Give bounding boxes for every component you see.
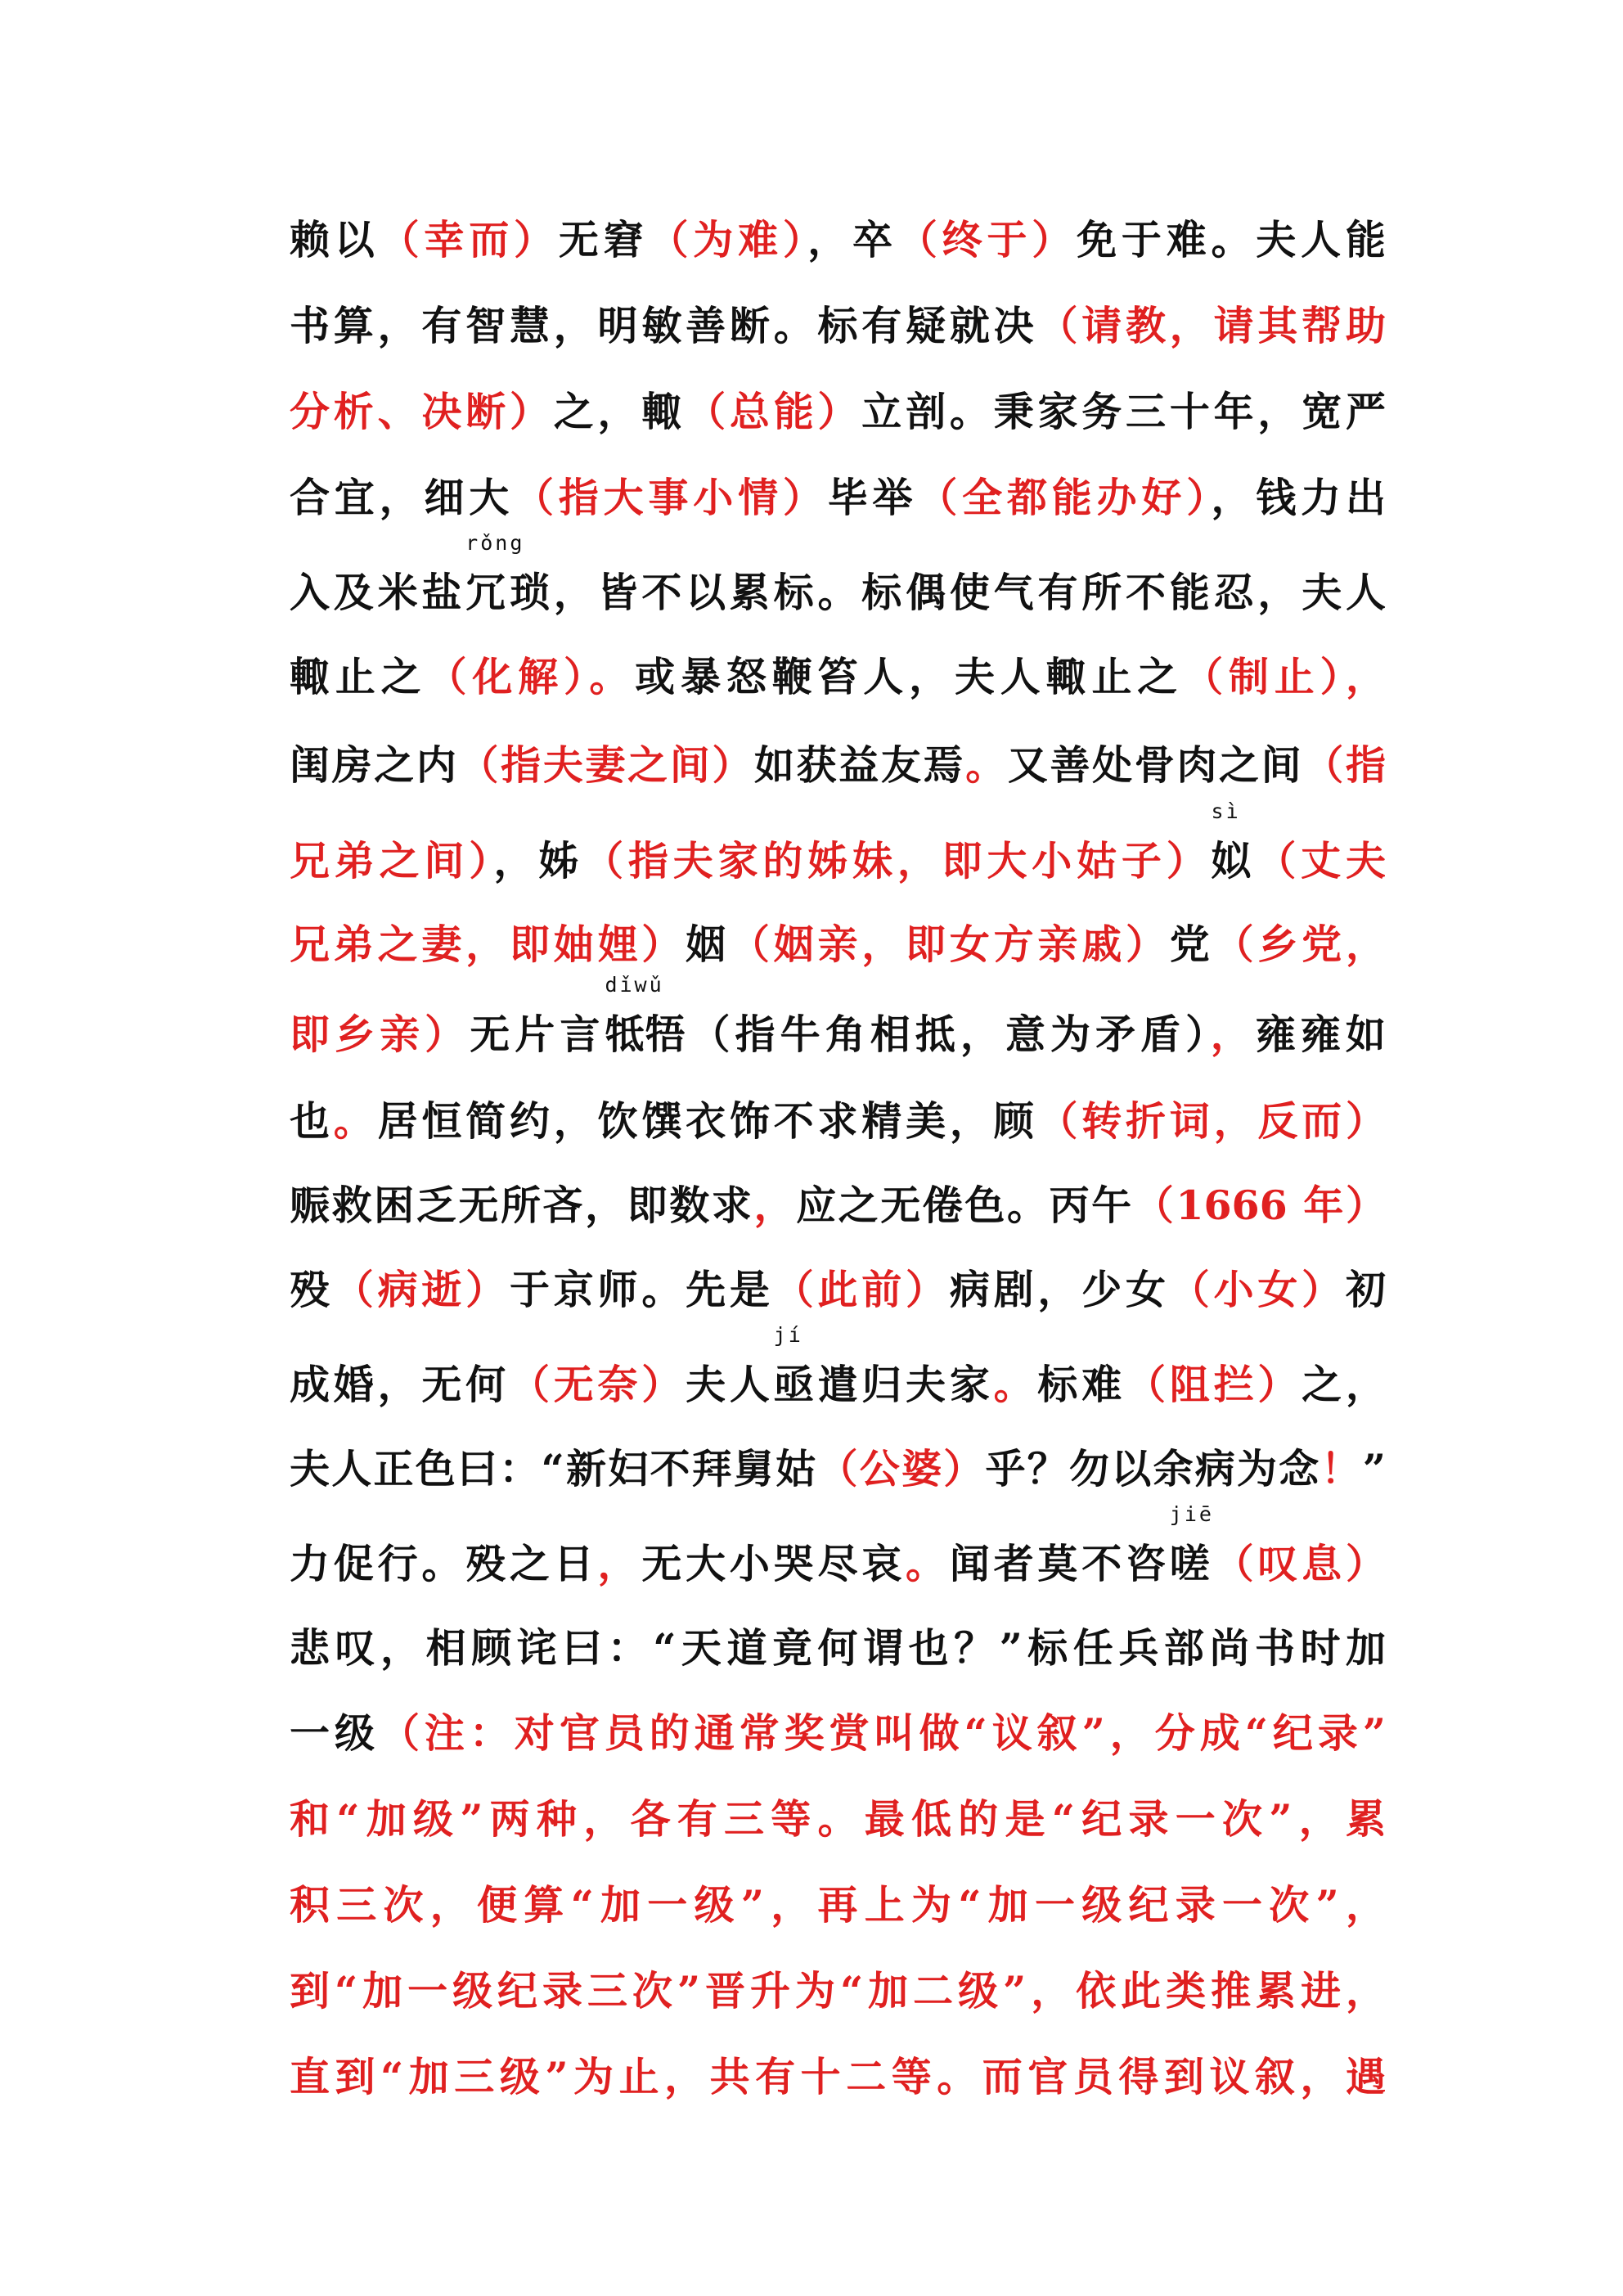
annotation-text: （幸而） bbox=[379, 216, 559, 263]
body-text: 姻 bbox=[686, 921, 730, 968]
annotation-text: （阻拦） bbox=[1126, 1361, 1302, 1408]
text-line bbox=[290, 732, 1386, 798]
body-text: 乎？勿以余病为念 bbox=[985, 1445, 1321, 1492]
body-text: 闺房之内 bbox=[290, 741, 459, 789]
body-text: 闻者莫不咨 bbox=[949, 1540, 1170, 1587]
annotation-text: 到“加一级纪录三次”晋升为“加二级”，依此类推累进， bbox=[290, 1967, 1386, 2015]
annotation-text: （总能） bbox=[686, 388, 862, 435]
annotation-text: （全都能办好） bbox=[917, 474, 1212, 521]
annotation-text: 。 bbox=[906, 1540, 950, 1587]
body-text: 书算，有智慧，明敏善断。标有疑就决 bbox=[290, 302, 1038, 349]
annotated-character bbox=[1169, 1502, 1214, 1596]
body-text: 入及米盐 bbox=[290, 569, 466, 616]
body-text: ，卒 bbox=[807, 216, 897, 263]
body-text: 合宜，细大 bbox=[290, 474, 515, 521]
body-text: 如获益友焉 bbox=[754, 741, 966, 789]
text-line bbox=[290, 912, 1386, 977]
body-text: 又善处骨肉之间 bbox=[1007, 741, 1304, 789]
text-line bbox=[290, 1173, 1386, 1238]
annotation-text: 积三次，便算“加一级”，再上为“加一级纪录一次”， bbox=[290, 1881, 1386, 1929]
annotation-text: （此前） bbox=[773, 1266, 950, 1313]
body-text: 立剖。秉家务三十年，宽严 bbox=[861, 388, 1386, 435]
document-page bbox=[290, 0, 1386, 2296]
annotation-text: （丈夫 bbox=[1251, 837, 1386, 885]
annotation-text: 直到“加三级”为止，共有十二等。而官员得到议叙，遇 bbox=[290, 2053, 1386, 2100]
annotation-text: ！ bbox=[1320, 1445, 1363, 1492]
annotation-text: （制止）， bbox=[1183, 653, 1386, 700]
body-text: 一级 bbox=[290, 1709, 380, 1757]
body-text: 无窘 bbox=[558, 216, 649, 263]
text-line bbox=[290, 1502, 1386, 1596]
annotated-character bbox=[465, 531, 525, 625]
pinyin-annotation: dǐwǔ bbox=[605, 973, 664, 997]
annotation-text: （指大事小情） bbox=[514, 474, 828, 521]
annotation-text: （公婆） bbox=[817, 1445, 986, 1492]
text-line bbox=[290, 799, 1386, 894]
annotation-text: 兄弟之间） bbox=[290, 837, 494, 885]
body-text: ，姊 bbox=[493, 837, 584, 885]
body-text: 标难 bbox=[1037, 1361, 1126, 1408]
annotation-text: 。 bbox=[993, 1361, 1038, 1408]
body-text: 雍雍如 bbox=[1255, 1011, 1386, 1058]
text-line bbox=[290, 1786, 1386, 1852]
text-line bbox=[290, 1088, 1386, 1154]
body-text: ” bbox=[1362, 1445, 1386, 1492]
annotated-character bbox=[773, 1323, 814, 1417]
pinyin-annotation: jiē bbox=[1169, 1502, 1214, 1526]
annotation-text: 。 bbox=[333, 1097, 378, 1145]
text-line bbox=[290, 1615, 1386, 1681]
annotation-text: （叹息） bbox=[1209, 1540, 1386, 1587]
annotation-text: 和“加级”两种，各有三等。最低的是“纪录一次”，累 bbox=[290, 1795, 1386, 1843]
annotation-text: （请教，请其帮助 bbox=[1037, 302, 1386, 349]
text-line bbox=[290, 1958, 1386, 2024]
body-text: 輙止之 bbox=[290, 653, 427, 700]
annotation-text: （指夫妻之间） bbox=[458, 741, 755, 789]
base-character: 亟 bbox=[773, 1361, 814, 1408]
body-text: 悲叹，相顾诧曰：“天道竟何谓也？”标任兵部尚书时加 bbox=[290, 1624, 1386, 1672]
annotation-text: 兄弟之妻，即妯娌） bbox=[290, 921, 686, 968]
base-character: 嗟 bbox=[1169, 1540, 1210, 1587]
body-text: 党 bbox=[1169, 921, 1214, 968]
annotation-text: 分析、决断） bbox=[290, 388, 554, 435]
annotation-text: （1666 年） bbox=[1133, 1182, 1386, 1229]
body-text: 也 bbox=[290, 1097, 334, 1145]
text-line bbox=[290, 1700, 1386, 1766]
body-text: 病剧，少女 bbox=[949, 1266, 1170, 1313]
base-character: 牴牾 bbox=[605, 1011, 686, 1058]
annotation-text: （无奈） bbox=[509, 1361, 686, 1408]
body-text: 居恒简约，饮馔衣饰不求精美，顾 bbox=[377, 1097, 1038, 1145]
body-text: 成婚，无何 bbox=[290, 1361, 510, 1408]
text-line bbox=[290, 973, 1386, 1067]
body-text: 赖以 bbox=[290, 216, 380, 263]
body-text: 赈救困乏无所吝，即数求 bbox=[290, 1182, 754, 1229]
text-line bbox=[290, 531, 1386, 625]
annotation-text: （病逝） bbox=[333, 1266, 510, 1313]
text-line bbox=[290, 293, 1386, 358]
body-text: 初 bbox=[1345, 1266, 1386, 1313]
body-text: 夫人正色曰：“新妇不拜舅姑 bbox=[290, 1445, 818, 1492]
text-line bbox=[290, 1872, 1386, 1938]
pinyin-annotation: jí bbox=[773, 1323, 803, 1347]
body-text: ，钱力出 bbox=[1211, 474, 1386, 521]
body-text: 夫人 bbox=[686, 1361, 774, 1408]
annotation-text: （乡党， bbox=[1213, 921, 1386, 968]
body-text: 殁 bbox=[290, 1266, 334, 1313]
annotation-text: （转折词，反而） bbox=[1037, 1097, 1386, 1145]
body-text: （指牛角相抵，意为矛盾） bbox=[685, 1011, 1211, 1058]
annotation-text: 即乡亲） bbox=[290, 1011, 470, 1058]
text-line bbox=[290, 379, 1386, 444]
body-text: 无片言 bbox=[470, 1011, 605, 1058]
annotation-text: ， bbox=[753, 1182, 797, 1229]
body-text: 琐，皆不以累标。标偶使气有所不能忍，夫人 bbox=[506, 569, 1386, 616]
body-text: 之，輙 bbox=[553, 388, 686, 435]
annotation-text: （姻亲，即女方亲戚） bbox=[729, 921, 1170, 968]
text-line bbox=[290, 644, 1386, 709]
annotated-character bbox=[1211, 799, 1252, 894]
annotation-text: （指 bbox=[1303, 741, 1386, 789]
text-line bbox=[290, 465, 1386, 530]
annotation-text: （注：对官员的通常奖赏叫做“议叙”，分成“纪录” bbox=[379, 1709, 1386, 1757]
body-text: 遣归夫家 bbox=[813, 1361, 994, 1408]
pinyin-annotation: sì bbox=[1211, 799, 1241, 823]
body-text: 应之无倦色。丙午 bbox=[796, 1182, 1134, 1229]
body-text: 于京师。先是 bbox=[509, 1266, 774, 1313]
text-line bbox=[290, 1323, 1386, 1417]
annotation-text: ， bbox=[1210, 1011, 1256, 1058]
annotation-text: ， bbox=[597, 1540, 642, 1587]
body-text: 或暴怒鞭笞人，夫人輙止之 bbox=[635, 653, 1184, 700]
annotation-text: （为难） bbox=[648, 216, 808, 263]
annotation-text: （小女） bbox=[1169, 1266, 1346, 1313]
annotation-text: （化解）。 bbox=[426, 653, 636, 700]
body-text: 之， bbox=[1302, 1361, 1386, 1408]
annotation-text: （指夫家的姊妹，即大小姑子） bbox=[583, 837, 1212, 885]
body-text: 毕举 bbox=[827, 474, 918, 521]
body-text: 免于难。夫人能 bbox=[1077, 216, 1386, 263]
base-character: 冗 bbox=[465, 569, 506, 616]
text-line bbox=[290, 207, 1386, 272]
annotated-character bbox=[605, 973, 686, 1067]
body-text: 力促行。殁之日 bbox=[290, 1540, 598, 1587]
annotation-text: 。 bbox=[965, 741, 1008, 789]
text-line bbox=[290, 2044, 1386, 2109]
text-line bbox=[290, 1257, 1386, 1322]
base-character: 姒 bbox=[1211, 837, 1252, 885]
text-line bbox=[290, 1436, 1386, 1501]
body-text: 无大小哭尽哀 bbox=[641, 1540, 906, 1587]
pinyin-annotation: rǒng bbox=[465, 531, 525, 555]
annotation-text: （终于） bbox=[897, 216, 1077, 263]
